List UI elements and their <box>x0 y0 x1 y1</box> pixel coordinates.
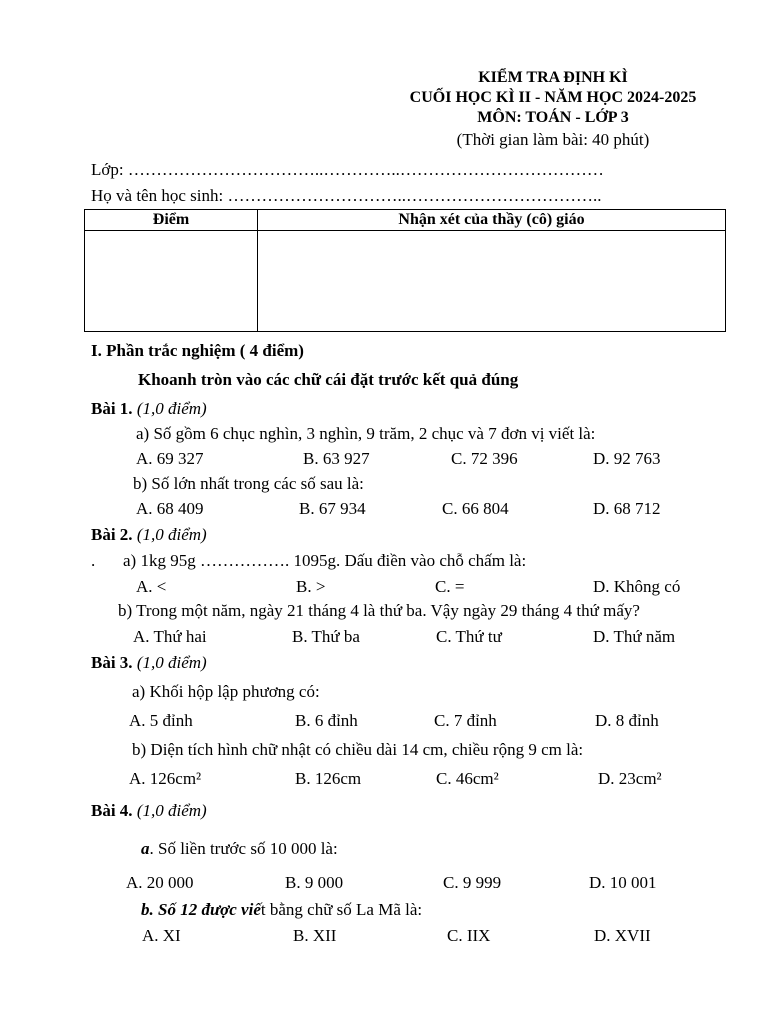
exam-term: CUỐI HỌC KÌ II - NĂM HỌC 2024-2025 <box>409 89 697 106</box>
question-2b-option: A. Thứ hai <box>133 627 207 646</box>
grade-table <box>84 209 726 332</box>
question-4-label: Bài 4. <box>91 801 133 820</box>
question-4b-bold: b. Số 12 được viế <box>141 900 261 919</box>
question-4a-option: C. 9 999 <box>443 873 502 892</box>
question-4a-option: A. 20 000 <box>126 873 194 892</box>
question-3a-option: A. 5 đỉnh <box>129 711 193 730</box>
question-4a-text <box>141 840 338 857</box>
question-2a-text: a) 1kg 95g ……………. 1095g. Dấu điền vào chỗ chấm là: <box>123 551 527 570</box>
question-1a-option: C. 72 396 <box>451 449 518 468</box>
section-instruction: Khoanh tròn vào các chữ cái đặt trước kết quả đúng <box>138 370 519 389</box>
question-3a-text: a) Khối hộp lập phương có: <box>132 682 320 701</box>
question-2b-option: D. Thứ năm <box>593 627 676 646</box>
question-1a-option: A. 69 327 <box>136 449 204 468</box>
question-4a-body: . Số liền trước số 10 000 là: <box>149 839 338 858</box>
question-4b-option: B. XII <box>293 926 337 945</box>
question-4b-body: t bằng chữ số La Mã là: <box>260 900 423 919</box>
question-4-points: (1,0 điểm) <box>136 801 207 820</box>
exam-duration: (Thời gian làm bài: 40 phút) <box>456 130 650 149</box>
question-4-heading <box>91 802 207 819</box>
question-2b-option: B. Thứ ba <box>292 627 360 646</box>
question-2a-option: B. > <box>296 577 326 596</box>
student-name-line: Họ và tên học sinh: …………………………..…………………………….. <box>91 186 602 205</box>
question-1-heading <box>91 400 207 417</box>
question-2b-option: C. Thứ tư <box>436 627 502 646</box>
question-2a-option: C. = <box>435 577 465 596</box>
question-3-label: Bài 3. <box>91 653 133 672</box>
question-1b-option: B. 67 934 <box>299 499 366 518</box>
class-line: Lớp: ……………………………..…………..……………………………… <box>91 160 604 179</box>
question-2-points: (1,0 điểm) <box>136 525 207 544</box>
question-2a-option: A. < <box>136 577 167 596</box>
question-4b-option: A. XI <box>142 926 181 945</box>
question-3a-option: C. 7 đỉnh <box>434 711 497 730</box>
question-1b-option: A. 68 409 <box>136 499 204 518</box>
question-1a-text: a) Số gồm 6 chục nghìn, 3 nghìn, 9 trăm, 2 chục và 7 đơn vị viết là: <box>136 424 596 443</box>
question-3b-option: D. 23cm² <box>598 769 662 788</box>
question-3a-option: B. 6 đỉnh <box>295 711 358 730</box>
question-3b-option: C. 46cm² <box>436 769 499 788</box>
exam-subject: MÔN: TOÁN - LỚP 3 <box>477 109 629 126</box>
teacher-comment-cell <box>258 231 726 332</box>
question-3b-text: b) Diện tích hình chữ nhật có chiều dài 14 cm, chiều rộng 9 cm là: <box>132 740 584 759</box>
question-4a-option: D. 10 001 <box>589 873 657 892</box>
question-1b-option: C. 66 804 <box>442 499 509 518</box>
question-4a-option: B. 9 000 <box>285 873 344 892</box>
question-1b-option: D. 68 712 <box>593 499 661 518</box>
question-1a-option: B. 63 927 <box>303 449 370 468</box>
question-4b-option: C. IIX <box>447 926 491 945</box>
question-3b-option: B. 126cm <box>295 769 362 788</box>
grade-column-header: Điểm <box>85 210 258 231</box>
question-4b-option: D. XVII <box>594 926 651 945</box>
grade-cell <box>85 231 258 332</box>
exam-title: KIỂM TRA ĐỊNH KÌ <box>478 69 628 86</box>
question-1-points: (1,0 điểm) <box>136 399 207 418</box>
question-3-points: (1,0 điểm) <box>136 653 207 672</box>
teacher-comment-column-header: Nhận xét của thầy (cô) giáo <box>258 210 726 231</box>
question-1a-option: D. 92 763 <box>593 449 661 468</box>
question-2-label: Bài 2. <box>91 525 133 544</box>
question-3b-option: A. 126cm² <box>129 769 202 788</box>
question-4b-text <box>141 901 422 918</box>
question-3-heading <box>91 654 207 671</box>
question-2a-option: D. Không có <box>593 577 681 596</box>
question-2b-text: b) Trong một năm, ngày 21 tháng 4 là thứ ba. Vậy ngày 29 tháng 4 thứ mấy? <box>118 601 640 620</box>
section-title: I. Phần trắc nghiệm ( 4 điểm) <box>91 341 304 360</box>
question-2a-bullet: . <box>91 551 96 570</box>
question-3a-option: D. 8 đỉnh <box>595 711 659 730</box>
question-4a-letter: a <box>141 839 150 858</box>
question-1-label: Bài 1. <box>91 399 133 418</box>
question-2-heading <box>91 526 207 543</box>
question-1b-text: b) Số lớn nhất trong các số sau là: <box>133 474 364 493</box>
